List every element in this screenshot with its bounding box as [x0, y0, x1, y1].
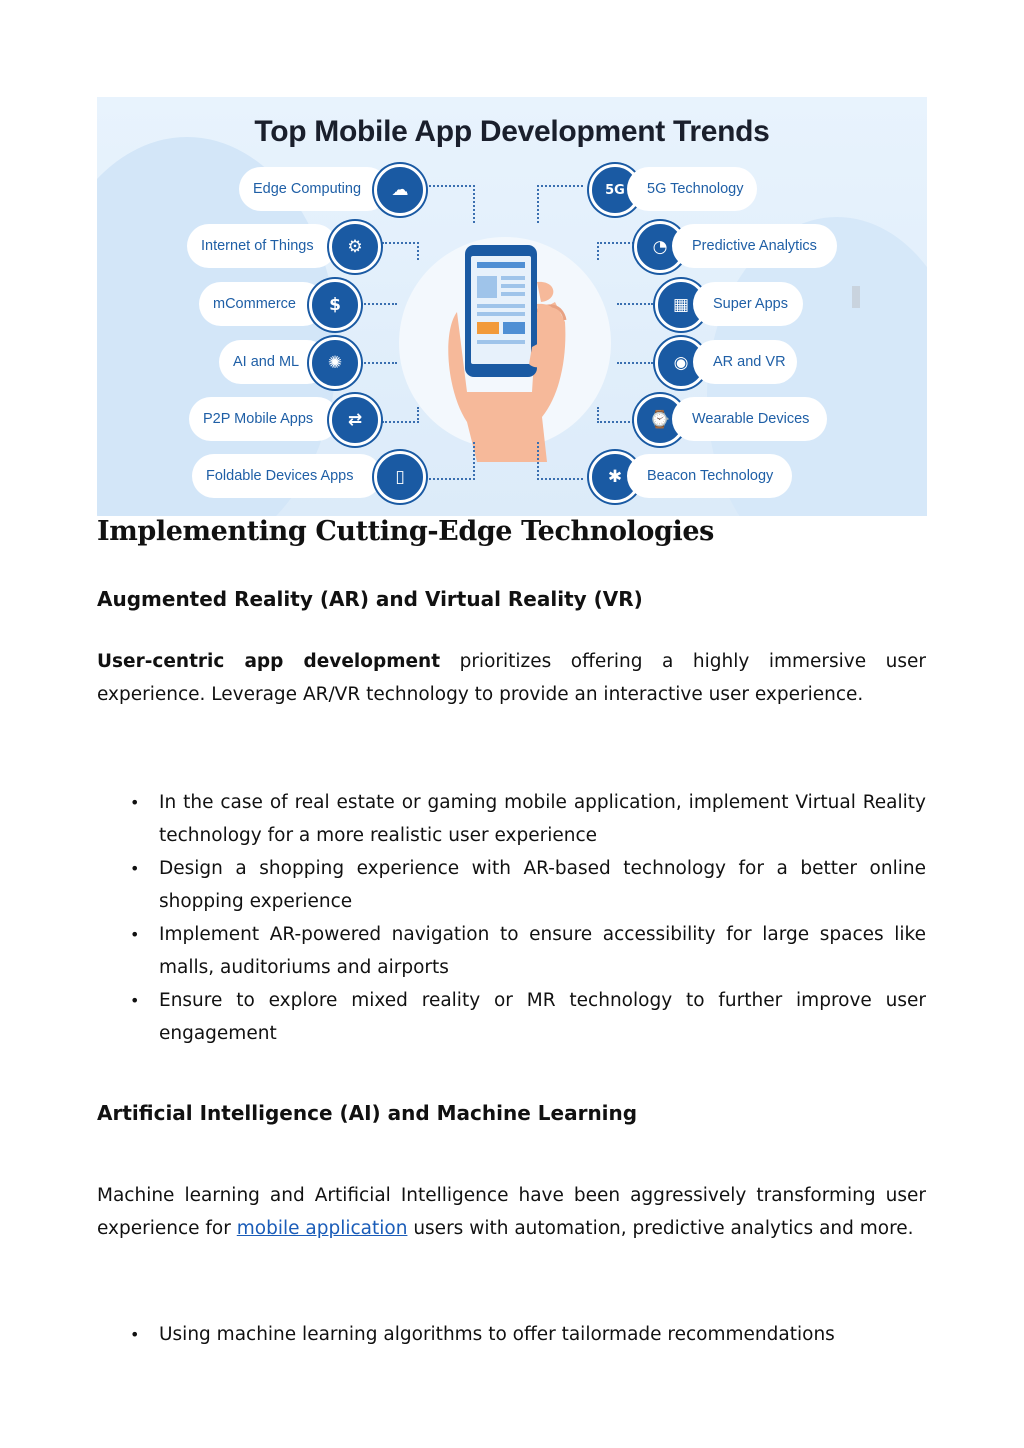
trend-predictive-analytics [672, 224, 837, 268]
trend-internet-of-things [187, 224, 337, 268]
trends-infographic [97, 97, 927, 516]
intro-text: users with automation, predictive analytics and more. [407, 1218, 914, 1239]
analytics-icon: ◔ [634, 221, 686, 273]
intro-text: prioritizes offering a highly immersive user experience. Leverage AR/VR technology to provide an interactive user experience. [97, 651, 926, 705]
trend-p2p-mobile-apps [189, 397, 339, 441]
bullet-icon: • [130, 1325, 140, 1344]
infographic-title: Top Mobile App Development Trends [254, 115, 770, 148]
connector-line [537, 185, 583, 223]
trend-5g-technology [627, 167, 757, 211]
p2p-transfer-icon: ⇄ [329, 394, 381, 446]
trend-label: P2P Mobile Apps [203, 411, 314, 427]
connector-line [617, 303, 653, 305]
connector-line [597, 242, 634, 260]
list-item-text: Design a shopping experience with AR-based technology for a better online shopping experience [159, 858, 926, 912]
bluetooth-beacon-icon: ✱ [589, 451, 641, 503]
list-item-text: In the case of real estate or gaming mobile application, implement Virtual Reality technology for a more realistic user experience [159, 792, 926, 846]
ai-brain-icon: ✺ [309, 337, 361, 389]
connector-line [429, 185, 475, 223]
decorative-bar [852, 286, 860, 308]
list-item-text: Using machine learning algorithms to offer tailormade recommendations [159, 1324, 835, 1345]
smartwatch-icon: ⌚ [634, 394, 686, 446]
ai-ml-intro-paragraph [97, 1179, 926, 1245]
list-item [97, 984, 926, 1050]
connector-line [537, 442, 583, 480]
intro-bold-text: User-centric app development [97, 651, 441, 672]
list-item [97, 852, 926, 918]
cloud-network-icon: ☁ [374, 164, 426, 216]
list-item-text: Ensure to explore mixed reality or MR technology to further improve user engagement [159, 990, 926, 1044]
connector-line [597, 407, 634, 423]
5g-icon: 5G [589, 164, 641, 216]
trend-super-apps [693, 282, 803, 326]
vr-headset-icon: ◉ [655, 337, 707, 389]
list-item [97, 786, 926, 852]
trend-ar-and-vr [693, 340, 797, 384]
trend-edge-computing [239, 167, 389, 211]
bullet-icon: • [130, 925, 140, 944]
connector-line [361, 303, 397, 305]
ar-vr-intro-paragraph [97, 645, 926, 711]
ar-vr-bullet-list [97, 786, 926, 1050]
intro-text: Machine learning and Artificial Intelligence have been aggressively transforming user experience for [97, 1185, 926, 1239]
trend-wearable-devices [672, 397, 827, 441]
bullet-icon: • [130, 859, 140, 878]
trend-label: AR and VR [713, 354, 786, 370]
mobile-application-link[interactable]: mobile application [236, 1218, 408, 1239]
trend-label: Predictive Analytics [692, 238, 817, 254]
section-heading: Implementing Cutting-Edge Technologies [97, 516, 714, 547]
list-item [97, 918, 926, 984]
trend-label: Internet of Things [201, 238, 314, 254]
list-item-text: Implement AR-powered navigation to ensure accessibility for large spaces like malls, auditoriums and airports [159, 924, 926, 978]
ai-ml-subheading: Artificial Intelligence (AI) and Machine Learning [97, 1101, 638, 1125]
connector-line [382, 407, 419, 423]
trend-mcommerce [199, 282, 325, 326]
trend-beacon-technology [627, 454, 792, 498]
mobile-payment-icon: $ [309, 279, 361, 331]
trend-label: Edge Computing [253, 181, 362, 197]
bullet-icon: • [130, 793, 140, 812]
list-item [97, 1318, 926, 1351]
trend-label: Super Apps [713, 296, 788, 312]
trend-label: Wearable Devices [692, 411, 810, 427]
trend-label: Beacon Technology [647, 468, 774, 484]
trend-label: mCommerce [213, 296, 296, 312]
connector-line [382, 242, 419, 260]
foldable-phone-icon: ▯ [374, 451, 426, 503]
iot-gear-icon: ⚙ [329, 221, 381, 273]
super-app-grid-icon: ▦ [655, 279, 707, 331]
trend-label: 5G Technology [647, 181, 744, 197]
trend-label: Foldable Devices Apps [206, 468, 354, 484]
bullet-icon: • [130, 991, 140, 1010]
trend-label: AI and ML [233, 354, 300, 370]
hand-holding-phone-icon [437, 242, 577, 462]
connector-line [361, 362, 397, 364]
trend-foldable-devices-apps [192, 454, 382, 498]
ai-ml-bullet-list [97, 1318, 926, 1351]
ar-vr-subheading: Augmented Reality (AR) and Virtual Reality (VR) [97, 587, 643, 611]
connector-line [429, 442, 475, 480]
connector-line [617, 362, 653, 364]
